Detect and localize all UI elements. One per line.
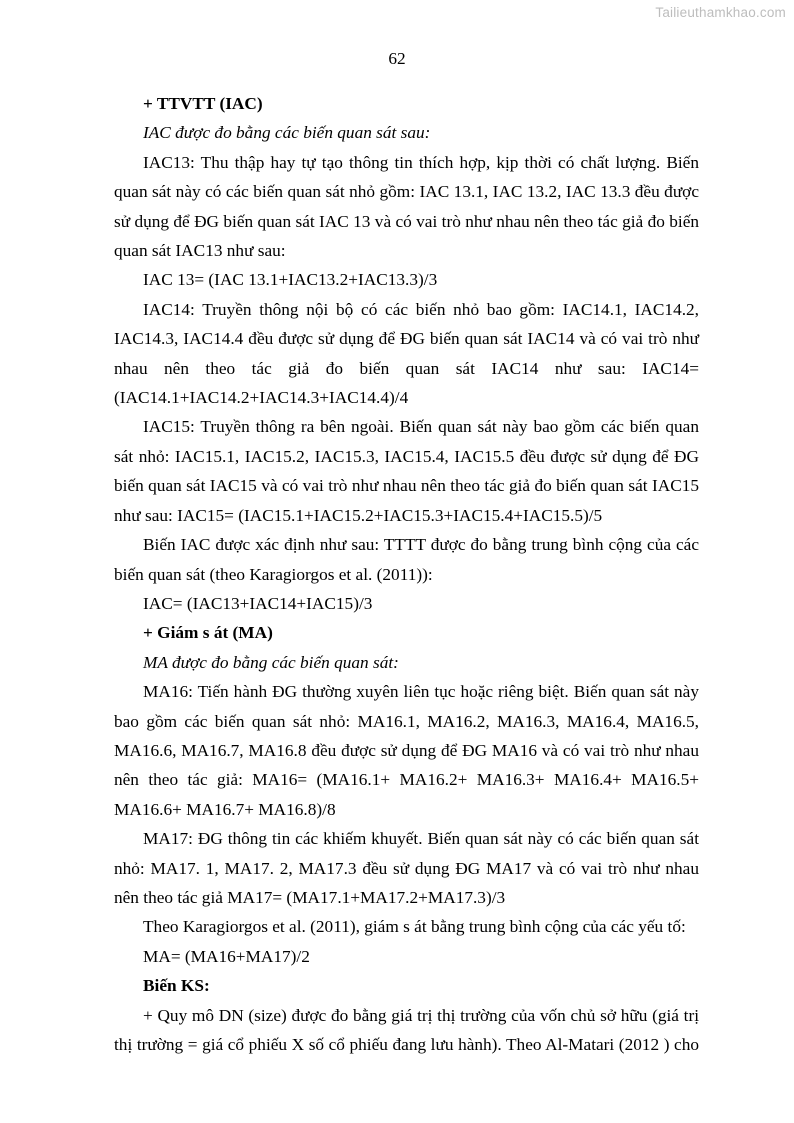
watermark: Tailieuthamkhao.com	[655, 5, 786, 20]
text-line: MA16.6+ MA16.7+ MA16.8)/8	[114, 799, 336, 819]
text-line: sát nhỏ: IAC15.1, IAC15.2, IAC15.3, IAC15.4, IAC15.5 đều được sử dụng để ĐG	[114, 446, 699, 466]
text-line: IAC15: Truyền thông ra bên ngoài. Biến quan sát này bao gồm các biến quan	[143, 417, 699, 437]
text-line: nhau nên theo tác giả đo biến quan sát IAC14 như sau: IAC14=	[114, 358, 699, 378]
text-line: MA17: ĐG thông tin các khiếm khuyết. Biến quan sát này có các biến quan sát	[143, 829, 699, 849]
text-line: quan sát IAC13 như sau:	[114, 241, 286, 261]
text-line: như sau: IAC15= (IAC15.1+IAC15.2+IAC15.3+IAC15.4+IAC15.5)/5	[114, 505, 603, 525]
text-line: MA= (MA16+MA17)/2	[143, 946, 310, 966]
text-line: IAC14.3, IAC14.4 đều được sử dụng để ĐG biến quan sát IAC14 và có vai trò như	[114, 329, 699, 349]
text-line: (IAC14.1+IAC14.2+IAC14.3+IAC14.4)/4	[114, 388, 409, 408]
text-line: MA16: Tiến hành ĐG thường xuyên liên tục hoặc riêng biệt. Biến quan sát này	[143, 682, 699, 702]
text-line: Biến IAC được xác định như sau: TTTT được đo bằng trung bình cộng của các	[143, 535, 699, 555]
body-text	[114, 89, 699, 1059]
text-line: + Quy mô DN (size) được đo bằng giá trị thị trường của vốn chủ sở hữu (giá trị	[143, 1005, 699, 1025]
text-line: IAC= (IAC13+IAC14+IAC15)/3	[143, 593, 373, 613]
text-line: MA16.6, MA16.7, MA16.8 đều được sử dụng để ĐG MA16 và có vai trò như nhau	[114, 740, 699, 760]
text-line: Theo Karagiorgos et al. (2011), giám s át bằng trung bình cộng của các yếu tố:	[143, 917, 686, 937]
text-line: thị trường = giá cổ phiếu X số cổ phiếu đang lưu hành). Theo Al-Matari (2012 ) cho	[114, 1035, 699, 1054]
text-line: nên theo tác giả: MA16= (MA16.1+ MA16.2+ MA16.3+ MA16.4+ MA16.5+	[114, 770, 699, 790]
text-line: IAC14: Truyền thông nội bộ có các biến nhỏ bao gồm: IAC14.1, IAC14.2,	[143, 299, 699, 319]
text-line: nhỏ: MA17. 1, MA17. 2, MA17.3 đều sử dụng ĐG MA17 và có vai trò như nhau	[114, 858, 699, 878]
page-number: 62	[388, 49, 406, 68]
text-line: sử dụng để ĐG biến quan sát IAC 13 và có vai trò như nhau nên theo tác giả đo biến	[114, 211, 699, 231]
text-line: IAC được đo bằng các biến quan sát sau:	[143, 123, 431, 143]
section-heading: + TTVTT (IAC)	[143, 94, 263, 113]
text-line: MA được đo bằng các biến quan sát:	[143, 652, 399, 672]
text-line: biến quan sát IAC15 và có vai trò như nhau nên theo tác giả đo biến quan sát IAC15	[114, 476, 699, 496]
text-line: IAC13: Thu thập hay tự tạo thông tin thích hợp, kịp thời có chất lượng. Biến	[143, 152, 699, 172]
text-line: nên theo tác giả MA17= (MA17.1+MA17.2+MA17.3)/3	[114, 887, 506, 907]
text-line: quan sát này có các biến quan sát nhỏ gồm: IAC 13.1, IAC 13.2, IAC 13.3 đều được	[114, 182, 699, 202]
text-line: bao gồm các biến quan sát nhỏ: MA16.1, MA16.2, MA16.3, MA16.4, MA16.5,	[114, 711, 699, 731]
section-heading: + Giám s át (MA)	[143, 623, 273, 643]
text-line: biến quan sát (theo Karagiorgos et al. (2011)):	[114, 564, 433, 584]
section-heading: Biến KS:	[143, 976, 210, 996]
text-line: IAC 13= (IAC 13.1+IAC13.2+IAC13.3)/3	[143, 270, 438, 290]
